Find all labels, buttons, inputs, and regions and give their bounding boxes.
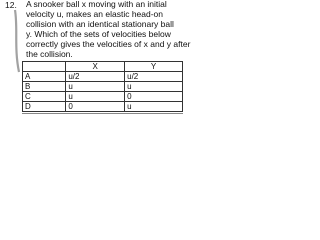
header-y: Y bbox=[125, 62, 183, 72]
question-number: 12. bbox=[5, 0, 17, 10]
question-line: the collision. bbox=[26, 48, 73, 59]
table-row bbox=[23, 102, 183, 112]
header-x: X bbox=[66, 62, 125, 72]
option-letter: B bbox=[23, 82, 66, 92]
option-letter: A bbox=[23, 72, 66, 82]
question-line: velocity u, makes an elastic head-on bbox=[26, 8, 164, 19]
answer-options-table bbox=[22, 61, 183, 112]
question-text bbox=[26, 0, 198, 59]
question-line: A snooker ball x moving with an initial bbox=[26, 0, 167, 9]
option-y-value: u/2 bbox=[125, 72, 183, 82]
question-line: y. Which of the sets of velocities below bbox=[26, 28, 171, 39]
table-row bbox=[23, 92, 183, 102]
option-y-value: u bbox=[125, 82, 183, 92]
option-y-value: u bbox=[125, 102, 183, 112]
table-row bbox=[23, 72, 183, 82]
option-x-value: 0 bbox=[66, 102, 125, 112]
table-header-row bbox=[23, 62, 183, 72]
question-line: collision with an identical stationary ball bbox=[26, 18, 174, 29]
option-letter: D bbox=[23, 102, 66, 112]
option-y-value: 0 bbox=[125, 92, 183, 102]
question-line: correctly gives the velocities of x and y after bbox=[26, 38, 191, 49]
option-x-value: u bbox=[66, 82, 125, 92]
option-letter: C bbox=[23, 92, 66, 102]
option-x-value: u/2 bbox=[66, 72, 125, 82]
table-row bbox=[23, 82, 183, 92]
divider bbox=[22, 113, 183, 114]
header-option bbox=[23, 62, 66, 72]
option-x-value: u bbox=[66, 92, 125, 102]
